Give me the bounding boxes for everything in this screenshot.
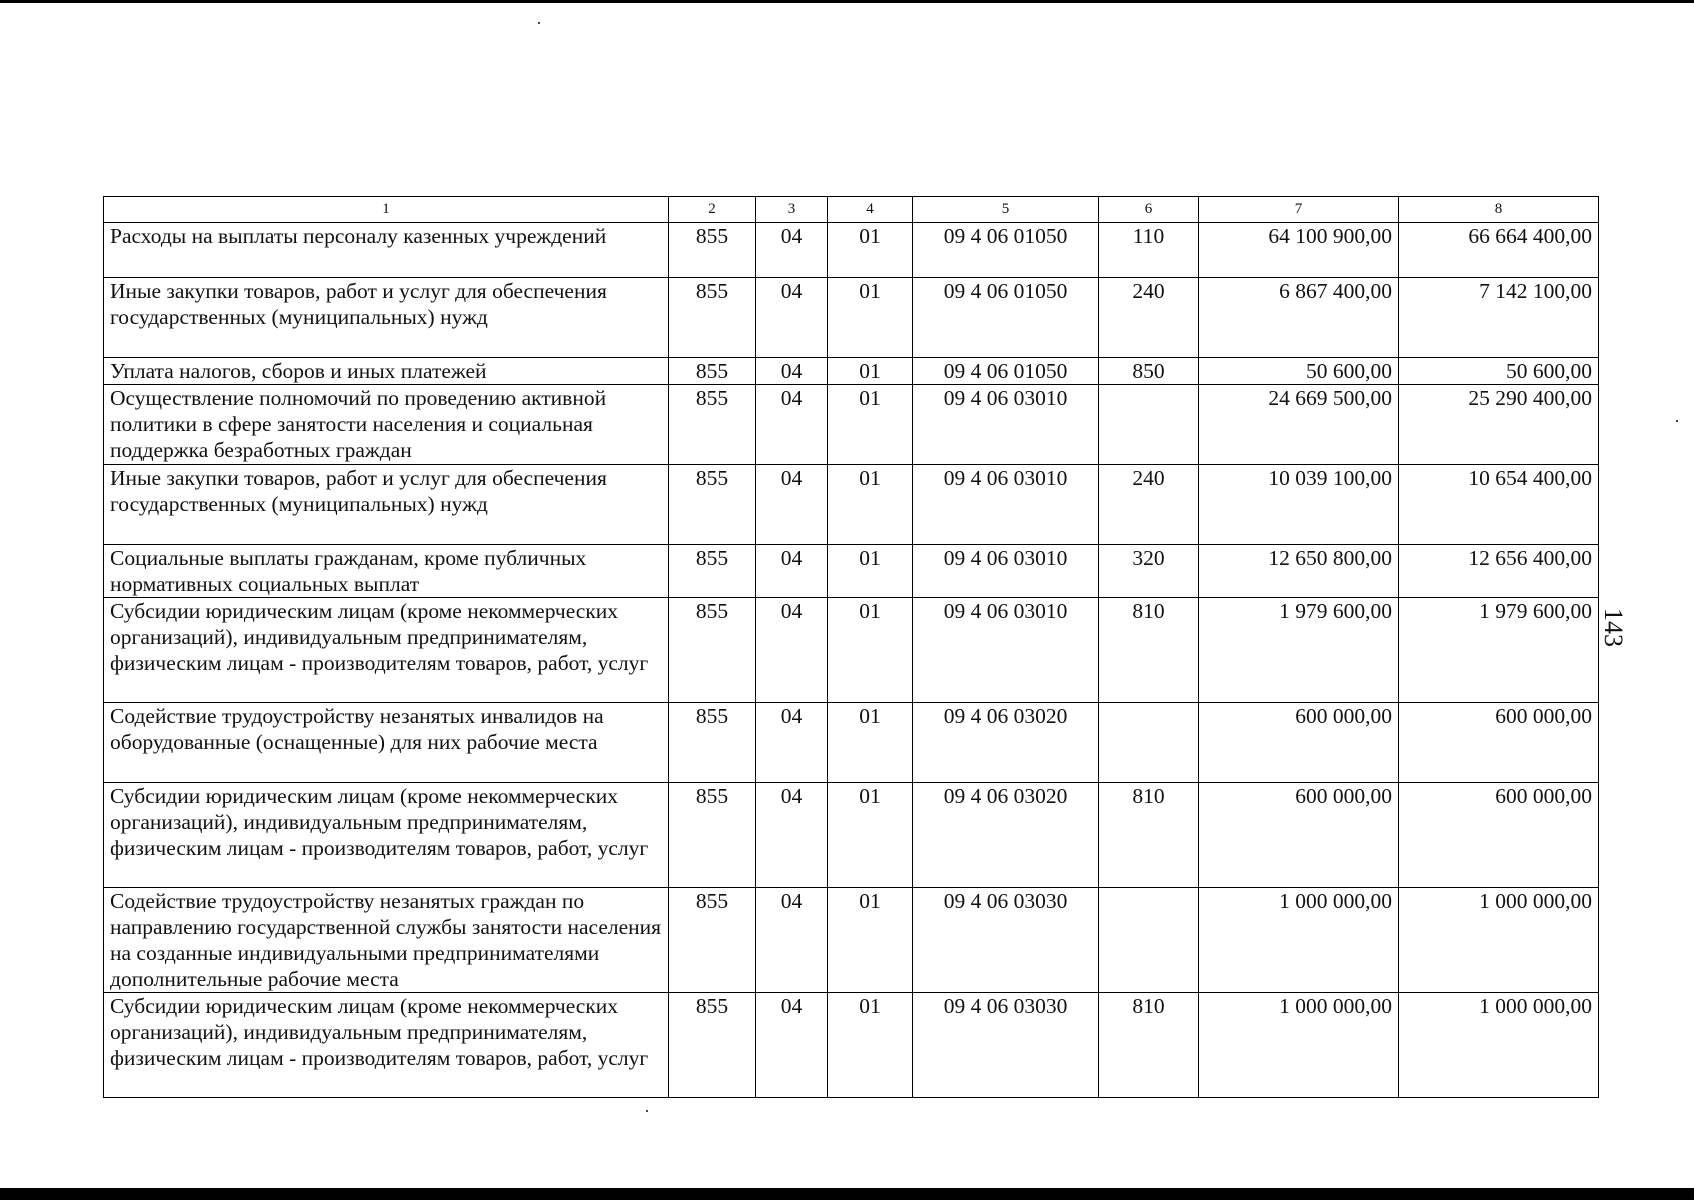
amount-year1-cell: 24 669 500,00: [1199, 385, 1399, 465]
amount-year1-cell: 1 979 600,00: [1199, 598, 1399, 703]
code-gr-cell: 855: [669, 783, 756, 888]
subsection-cell: 01: [828, 358, 913, 385]
subsection-cell: 01: [828, 385, 913, 465]
section-cell: 04: [756, 598, 828, 703]
section-cell: 04: [756, 278, 828, 358]
table-row: [104, 993, 1599, 1098]
page-number: 143: [1599, 608, 1628, 647]
code-gr-cell: 855: [669, 993, 756, 1098]
table-row: [104, 358, 1599, 385]
expense-type-cell: 810: [1099, 993, 1199, 1098]
expense-type-cell: 850: [1099, 358, 1199, 385]
subsection-cell: 01: [828, 993, 913, 1098]
header-cell: 8: [1399, 197, 1599, 223]
target-article-cell: 09 4 06 03010: [913, 385, 1099, 465]
code-gr-cell: 855: [669, 223, 756, 278]
target-article-cell: 09 4 06 01050: [913, 358, 1099, 385]
amount-year1-cell: 6 867 400,00: [1199, 278, 1399, 358]
target-article-cell: 09 4 06 03030: [913, 993, 1099, 1098]
code-gr-cell: 855: [669, 598, 756, 703]
subsection-cell: 01: [828, 545, 913, 598]
target-article-cell: 09 4 06 03010: [913, 545, 1099, 598]
table-row: [104, 598, 1599, 703]
amount-year2-cell: 50 600,00: [1399, 358, 1599, 385]
amount-year2-cell: 12 656 400,00: [1399, 545, 1599, 598]
header-cell: 2: [669, 197, 756, 223]
amount-year1-cell: 12 650 800,00: [1199, 545, 1399, 598]
subsection-cell: 01: [828, 465, 913, 545]
row-name-cell: Субсидии юридическим лицам (кроме некоммерческих организаций), индивидуальным предпринимателям, физическим лицам - производителям товаров, работ, услуг: [104, 783, 669, 888]
amount-year2-cell: 600 000,00: [1399, 783, 1599, 888]
code-gr-cell: 855: [669, 545, 756, 598]
expense-type-cell: 320: [1099, 545, 1199, 598]
budget-table-sheet: [103, 196, 1599, 1098]
amount-year2-cell: 10 654 400,00: [1399, 465, 1599, 545]
table-row: [104, 223, 1599, 278]
target-article-cell: 09 4 06 01050: [913, 278, 1099, 358]
target-article-cell: 09 4 06 01050: [913, 223, 1099, 278]
expense-type-cell: [1099, 888, 1199, 993]
row-name-cell: Субсидии юридическим лицам (кроме некоммерческих организаций), индивидуальным предпринимателям, физическим лицам - производителям товаров, работ, услуг: [104, 993, 669, 1098]
table-row: [104, 783, 1599, 888]
table-row: [104, 385, 1599, 465]
code-gr-cell: 855: [669, 278, 756, 358]
code-gr-cell: 855: [669, 358, 756, 385]
header-cell: 6: [1099, 197, 1199, 223]
table-row: [104, 703, 1599, 783]
target-article-cell: 09 4 06 03010: [913, 465, 1099, 545]
section-cell: 04: [756, 223, 828, 278]
row-name-cell: Содействие трудоустройству незанятых граждан по направлению государственной службы занятости населения на созданные индивидуальными предпринимателями дополнительные рабочие места: [104, 888, 669, 993]
subsection-cell: 01: [828, 888, 913, 993]
target-article-cell: 09 4 06 03030: [913, 888, 1099, 993]
section-cell: 04: [756, 703, 828, 783]
scan-border-bottom: [0, 1188, 1694, 1200]
scan-speck: [1676, 420, 1678, 422]
scan-border-top: [0, 0, 1694, 3]
expense-type-cell: [1099, 385, 1199, 465]
table-row: [104, 545, 1599, 598]
section-cell: 04: [756, 783, 828, 888]
row-name-cell: Социальные выплаты гражданам, кроме публичных нормативных социальных выплат: [104, 545, 669, 598]
target-article-cell: 09 4 06 03010: [913, 598, 1099, 703]
target-article-cell: 09 4 06 03020: [913, 703, 1099, 783]
header-cell: 3: [756, 197, 828, 223]
section-cell: 04: [756, 358, 828, 385]
table-row: [104, 888, 1599, 993]
target-article-cell: 09 4 06 03020: [913, 783, 1099, 888]
subsection-cell: 01: [828, 278, 913, 358]
header-cell: 5: [913, 197, 1099, 223]
amount-year2-cell: 1 979 600,00: [1399, 598, 1599, 703]
table-row: [104, 278, 1599, 358]
header-row: [104, 197, 1599, 223]
expense-type-cell: 110: [1099, 223, 1199, 278]
amount-year1-cell: 50 600,00: [1199, 358, 1399, 385]
code-gr-cell: 855: [669, 465, 756, 545]
amount-year2-cell: 600 000,00: [1399, 703, 1599, 783]
section-cell: 04: [756, 465, 828, 545]
budget-table: [103, 196, 1599, 1098]
scan-speck: [646, 1110, 648, 1112]
amount-year2-cell: 7 142 100,00: [1399, 278, 1599, 358]
code-gr-cell: 855: [669, 385, 756, 465]
header-cell: 7: [1199, 197, 1399, 223]
amount-year1-cell: 600 000,00: [1199, 703, 1399, 783]
header-cell: 1: [104, 197, 669, 223]
expense-type-cell: 810: [1099, 598, 1199, 703]
amount-year2-cell: 25 290 400,00: [1399, 385, 1599, 465]
amount-year1-cell: 1 000 000,00: [1199, 888, 1399, 993]
section-cell: 04: [756, 993, 828, 1098]
amount-year2-cell: 1 000 000,00: [1399, 993, 1599, 1098]
row-name-cell: Иные закупки товаров, работ и услуг для обеспечения государственных (муниципальных) нужд: [104, 465, 669, 545]
amount-year2-cell: 66 664 400,00: [1399, 223, 1599, 278]
header-cell: 4: [828, 197, 913, 223]
code-gr-cell: 855: [669, 888, 756, 993]
expense-type-cell: 240: [1099, 278, 1199, 358]
expense-type-cell: 810: [1099, 783, 1199, 888]
amount-year2-cell: 1 000 000,00: [1399, 888, 1599, 993]
subsection-cell: 01: [828, 703, 913, 783]
subsection-cell: 01: [828, 598, 913, 703]
amount-year1-cell: 1 000 000,00: [1199, 993, 1399, 1098]
subsection-cell: 01: [828, 223, 913, 278]
scan-speck: [538, 22, 540, 24]
table-row: [104, 465, 1599, 545]
subsection-cell: 01: [828, 783, 913, 888]
expense-type-cell: [1099, 703, 1199, 783]
amount-year1-cell: 64 100 900,00: [1199, 223, 1399, 278]
row-name-cell: Осуществление полномочий по проведению активной политики в сфере занятости населения и социальная поддержка безработных граждан: [104, 385, 669, 465]
amount-year1-cell: 600 000,00: [1199, 783, 1399, 888]
row-name-cell: Уплата налогов, сборов и иных платежей: [104, 358, 669, 385]
amount-year1-cell: 10 039 100,00: [1199, 465, 1399, 545]
section-cell: 04: [756, 385, 828, 465]
row-name-cell: Расходы на выплаты персоналу казенных учреждений: [104, 223, 669, 278]
row-name-cell: Содействие трудоустройству незанятых инвалидов на оборудованные (оснащенные) для них рабочие места: [104, 703, 669, 783]
row-name-cell: Иные закупки товаров, работ и услуг для обеспечения государственных (муниципальных) нужд: [104, 278, 669, 358]
section-cell: 04: [756, 545, 828, 598]
section-cell: 04: [756, 888, 828, 993]
row-name-cell: Субсидии юридическим лицам (кроме некоммерческих организаций), индивидуальным предпринимателям, физическим лицам - производителям товаров, работ, услуг: [104, 598, 669, 703]
expense-type-cell: 240: [1099, 465, 1199, 545]
code-gr-cell: 855: [669, 703, 756, 783]
